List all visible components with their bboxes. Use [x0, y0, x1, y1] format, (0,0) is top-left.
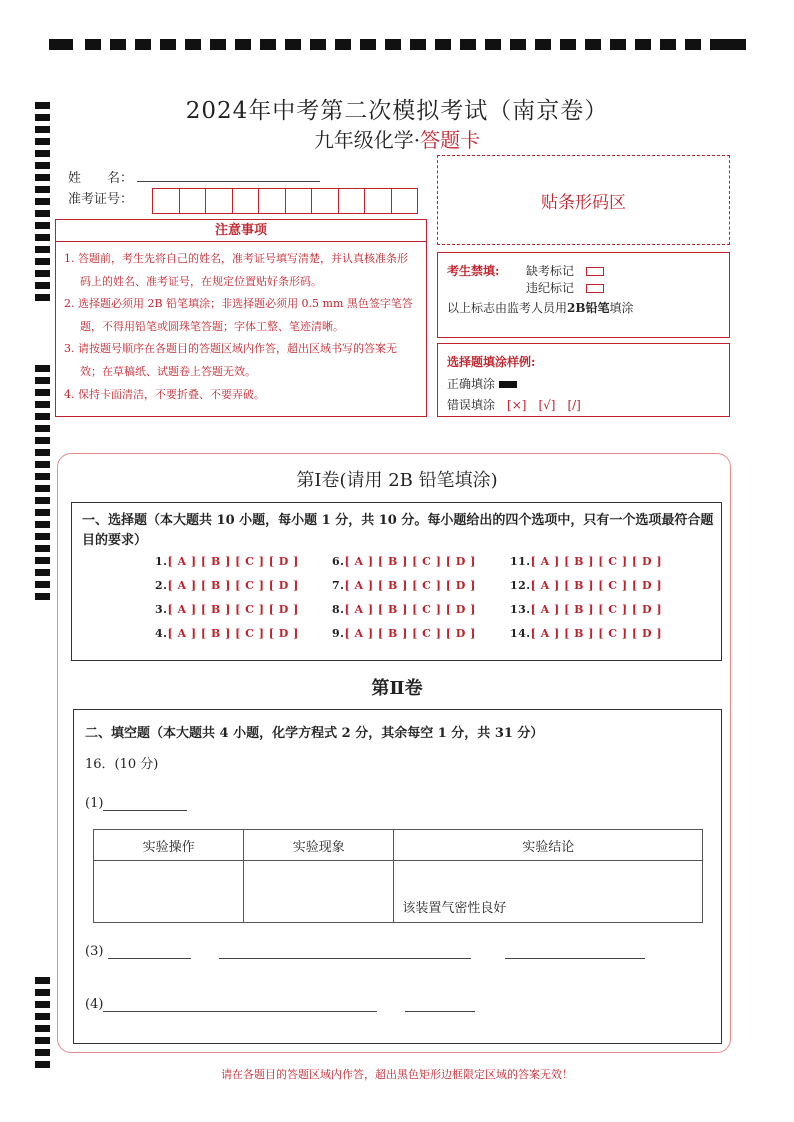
name-field[interactable]	[137, 180, 320, 182]
timing-marks-top	[49, 39, 746, 51]
sub1-answer[interactable]: (1)	[85, 796, 187, 811]
sub4-answer[interactable]: (4)	[85, 997, 475, 1012]
mcq-item-13[interactable]: 13.[ A ] [ B ] [ C ] [ D ]	[510, 603, 663, 616]
note-item: 3. 请按题号顺序在各题目的答题区域内作答，超出区域书写的答案无效；在草稿纸、试题卷上答题无效。	[64, 342, 397, 378]
absent-mark-box[interactable]	[586, 267, 604, 276]
note-item: 1. 答题前，考生先将自己的姓名，准考证号填写清楚，并认真核准条形码上的姓名、准考证号，在规定位置贴好条形码。	[64, 252, 408, 288]
fill-example-box	[437, 343, 730, 417]
table-header: 实验操作	[94, 830, 244, 861]
mcq-box	[71, 502, 722, 661]
mcq-item-2[interactable]: 2.[ A ] [ B ] [ C ] [ D ]	[155, 579, 299, 592]
note-item: 2. 选择题必须用 2B 铅笔填涂；非选择题必须用 0.5 mm 黑色签字笔答题，不得用铅笔或圆珠笔答题；字体工整、笔迹清晰。	[64, 297, 413, 333]
fill-in-box	[73, 709, 722, 1044]
mcq-item-11[interactable]: 11.[ A ] [ B ] [ C ] [ D ]	[510, 555, 663, 568]
forbid-note: 以上标志由监考人员用2B铅笔填涂	[447, 301, 634, 315]
table-cell-conclusion: 该装置气密性良好	[394, 861, 703, 923]
id-label: 准考证号：	[68, 192, 134, 207]
exam-id-boxes[interactable]	[152, 188, 418, 214]
violation-mark-label: 违纪标记	[526, 279, 604, 296]
part2-title: 第Ⅱ卷	[371, 678, 423, 699]
mcq-item-12[interactable]: 12.[ A ] [ B ] [ C ] [ D ]	[510, 579, 663, 592]
q16-label: 16．(10 分)	[85, 757, 159, 772]
correct-example: 正确填涂	[447, 375, 517, 392]
footer-warning: 请在各题目的答题区域内作答，超出黑色矩形边框限定区域的答案无效！	[221, 1068, 573, 1081]
notes-heading: 注意事项	[56, 220, 426, 242]
notes-box	[55, 219, 427, 417]
absent-mark-label: 缺考标记	[526, 262, 604, 279]
mcq-item-1[interactable]: 1.[ A ] [ B ] [ C ] [ D ]	[155, 555, 299, 568]
mcq-item-14[interactable]: 14.[ A ] [ B ] [ C ] [ D ]	[510, 627, 663, 640]
filled-mark-icon	[499, 381, 517, 388]
page-subtitle	[0, 124, 794, 153]
violation-mark-box[interactable]	[586, 284, 604, 293]
mcq-item-6[interactable]: 6.[ A ] [ B ] [ C ] [ D ]	[332, 555, 476, 568]
subtitle-suffix: 答题卡	[420, 128, 481, 152]
mcq-item-3[interactable]: 3.[ A ] [ B ] [ C ] [ D ]	[155, 603, 299, 616]
example-title: 选择题填涂样例:	[447, 355, 536, 369]
mcq-item-8[interactable]: 8.[ A ] [ B ] [ C ] [ D ]	[332, 603, 476, 616]
examiner-only-box	[437, 252, 730, 338]
barcode-area: 贴条形码区	[437, 155, 730, 245]
experiment-table	[93, 829, 703, 923]
mcq-item-7[interactable]: 7.[ A ] [ B ] [ C ] [ D ]	[332, 579, 476, 592]
mcq-item-4[interactable]: 4.[ A ] [ B ] [ C ] [ D ]	[155, 627, 299, 640]
mcq-question: 一、选择题（本大题共 10 小题，每小题 1 分，共 10 分。每小题给出的四个选项中，只有一个选项最符合题目的要求）	[82, 513, 714, 548]
table-header: 实验现象	[244, 830, 394, 861]
fill-question: 二、填空题（本大题共 4 小题，化学方程式 2 分，其余每空 1 分，共 31 分）	[85, 726, 544, 741]
forbid-label: 考生禁填:	[447, 264, 500, 278]
wrong-example: 错误填涂 [×] [√] [/]	[447, 398, 581, 412]
page-title: 2024年中考第二次模拟考试（南京卷）	[185, 98, 609, 124]
mcq-item-9[interactable]: 9.[ A ] [ B ] [ C ] [ D ]	[332, 627, 476, 640]
table-cell[interactable]	[94, 861, 244, 923]
name-label: 姓 名：	[68, 171, 134, 186]
note-item: 4. 保持卡面清洁，不要折叠、不要弄破。	[64, 387, 265, 401]
table-header: 实验结论	[394, 830, 703, 861]
sub3-answer[interactable]: (3)	[85, 944, 645, 959]
subtitle-prefix: 九年级化学·	[313, 128, 421, 152]
table-cell[interactable]	[244, 861, 394, 923]
part1-title: 第Ⅰ卷(请用 2B 铅笔填涂)	[296, 470, 498, 491]
